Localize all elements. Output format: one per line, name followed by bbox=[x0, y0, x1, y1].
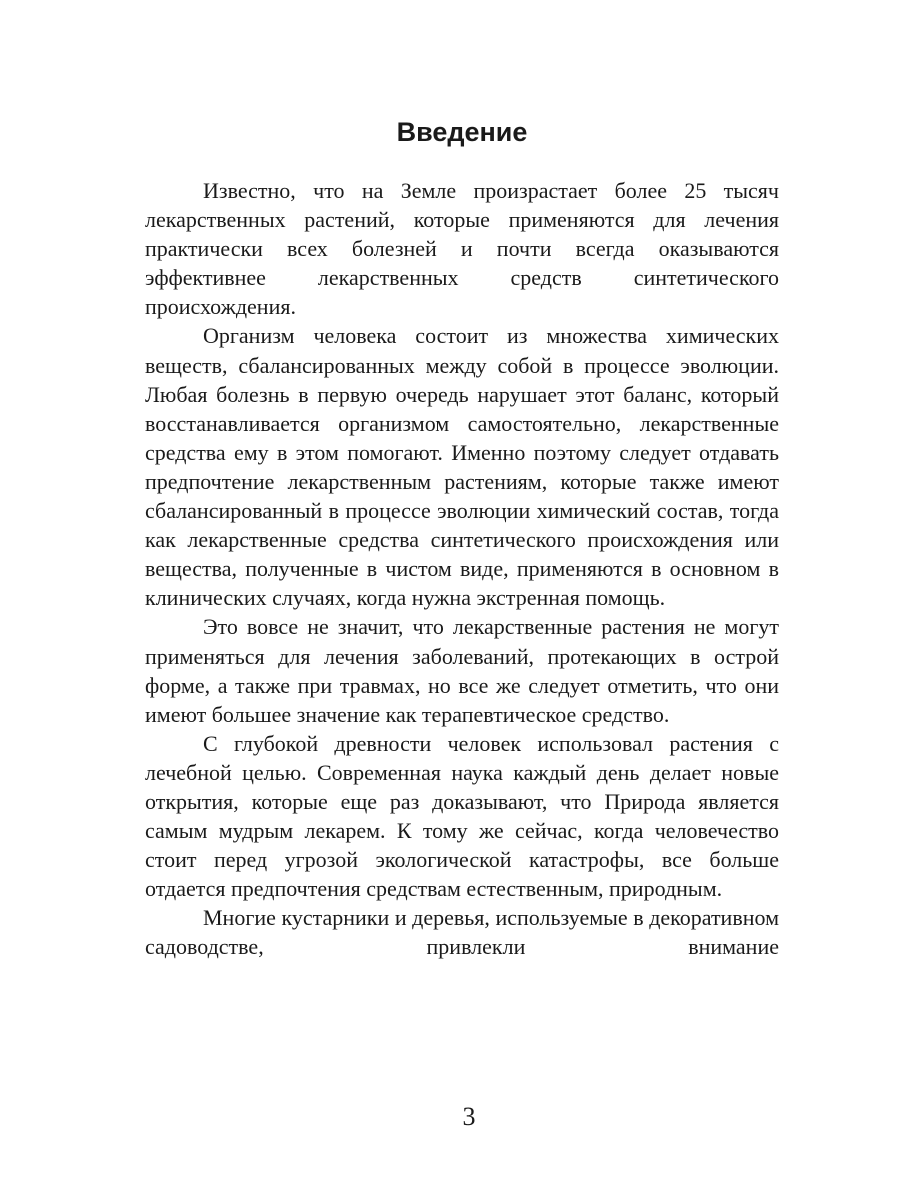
paragraph-1: Известно, что на Земле произрастает более 25 тысяч лекарственных растений, которые применяются для лечения практически всех болезней и почти всегда оказываются эффективнее лекарственных средств синтетического происхождения. bbox=[145, 178, 779, 320]
body-text bbox=[145, 176, 779, 962]
page-title: Введение bbox=[396, 117, 528, 147]
paragraph-5: Многие кустарники и деревья, используемые в декоративном садоводстве, привлекли внимание bbox=[145, 905, 779, 960]
paragraph-3: Это вовсе не значит, что лекарственные растения не могут применяться для лечения заболеваний, протекающих в острой форме, а также при травмах, но все же следует отметить, что они имеют большее значение как терапевтическое средство. bbox=[145, 614, 779, 727]
page-number: 3 bbox=[462, 1102, 476, 1131]
paragraph-4: С глубокой древности человек использовал растения с лечебной целью. Современная наука каждый день делает новые открытия, которые еще раз доказывают, что Природа является самым мудрым лекарем. К тому же сейчас, когда человечество стоит перед угрозой экологической катастрофы, все больше отдается предпочтения средствам естественным, природным. bbox=[145, 730, 779, 902]
paragraph-2: Организм человека состоит из множества химических веществ, сбалансированных между собой в процессе эволюции. Любая болезнь в первую очередь нарушает этот баланс, который восстанавливается организмом самостоятельно, лекарственные средства ему в этом помогают. Именно поэтому следует отдавать предпочтение лекарственным растениям, которые также имеют сбалансированный в процессе эволюции химический состав, тогда как лекарственные средства синтетического происхождения или вещества, полученные в чистом виде, применяются в основном в клинических случаях, когда нужна экстренная помощь. bbox=[145, 323, 779, 611]
